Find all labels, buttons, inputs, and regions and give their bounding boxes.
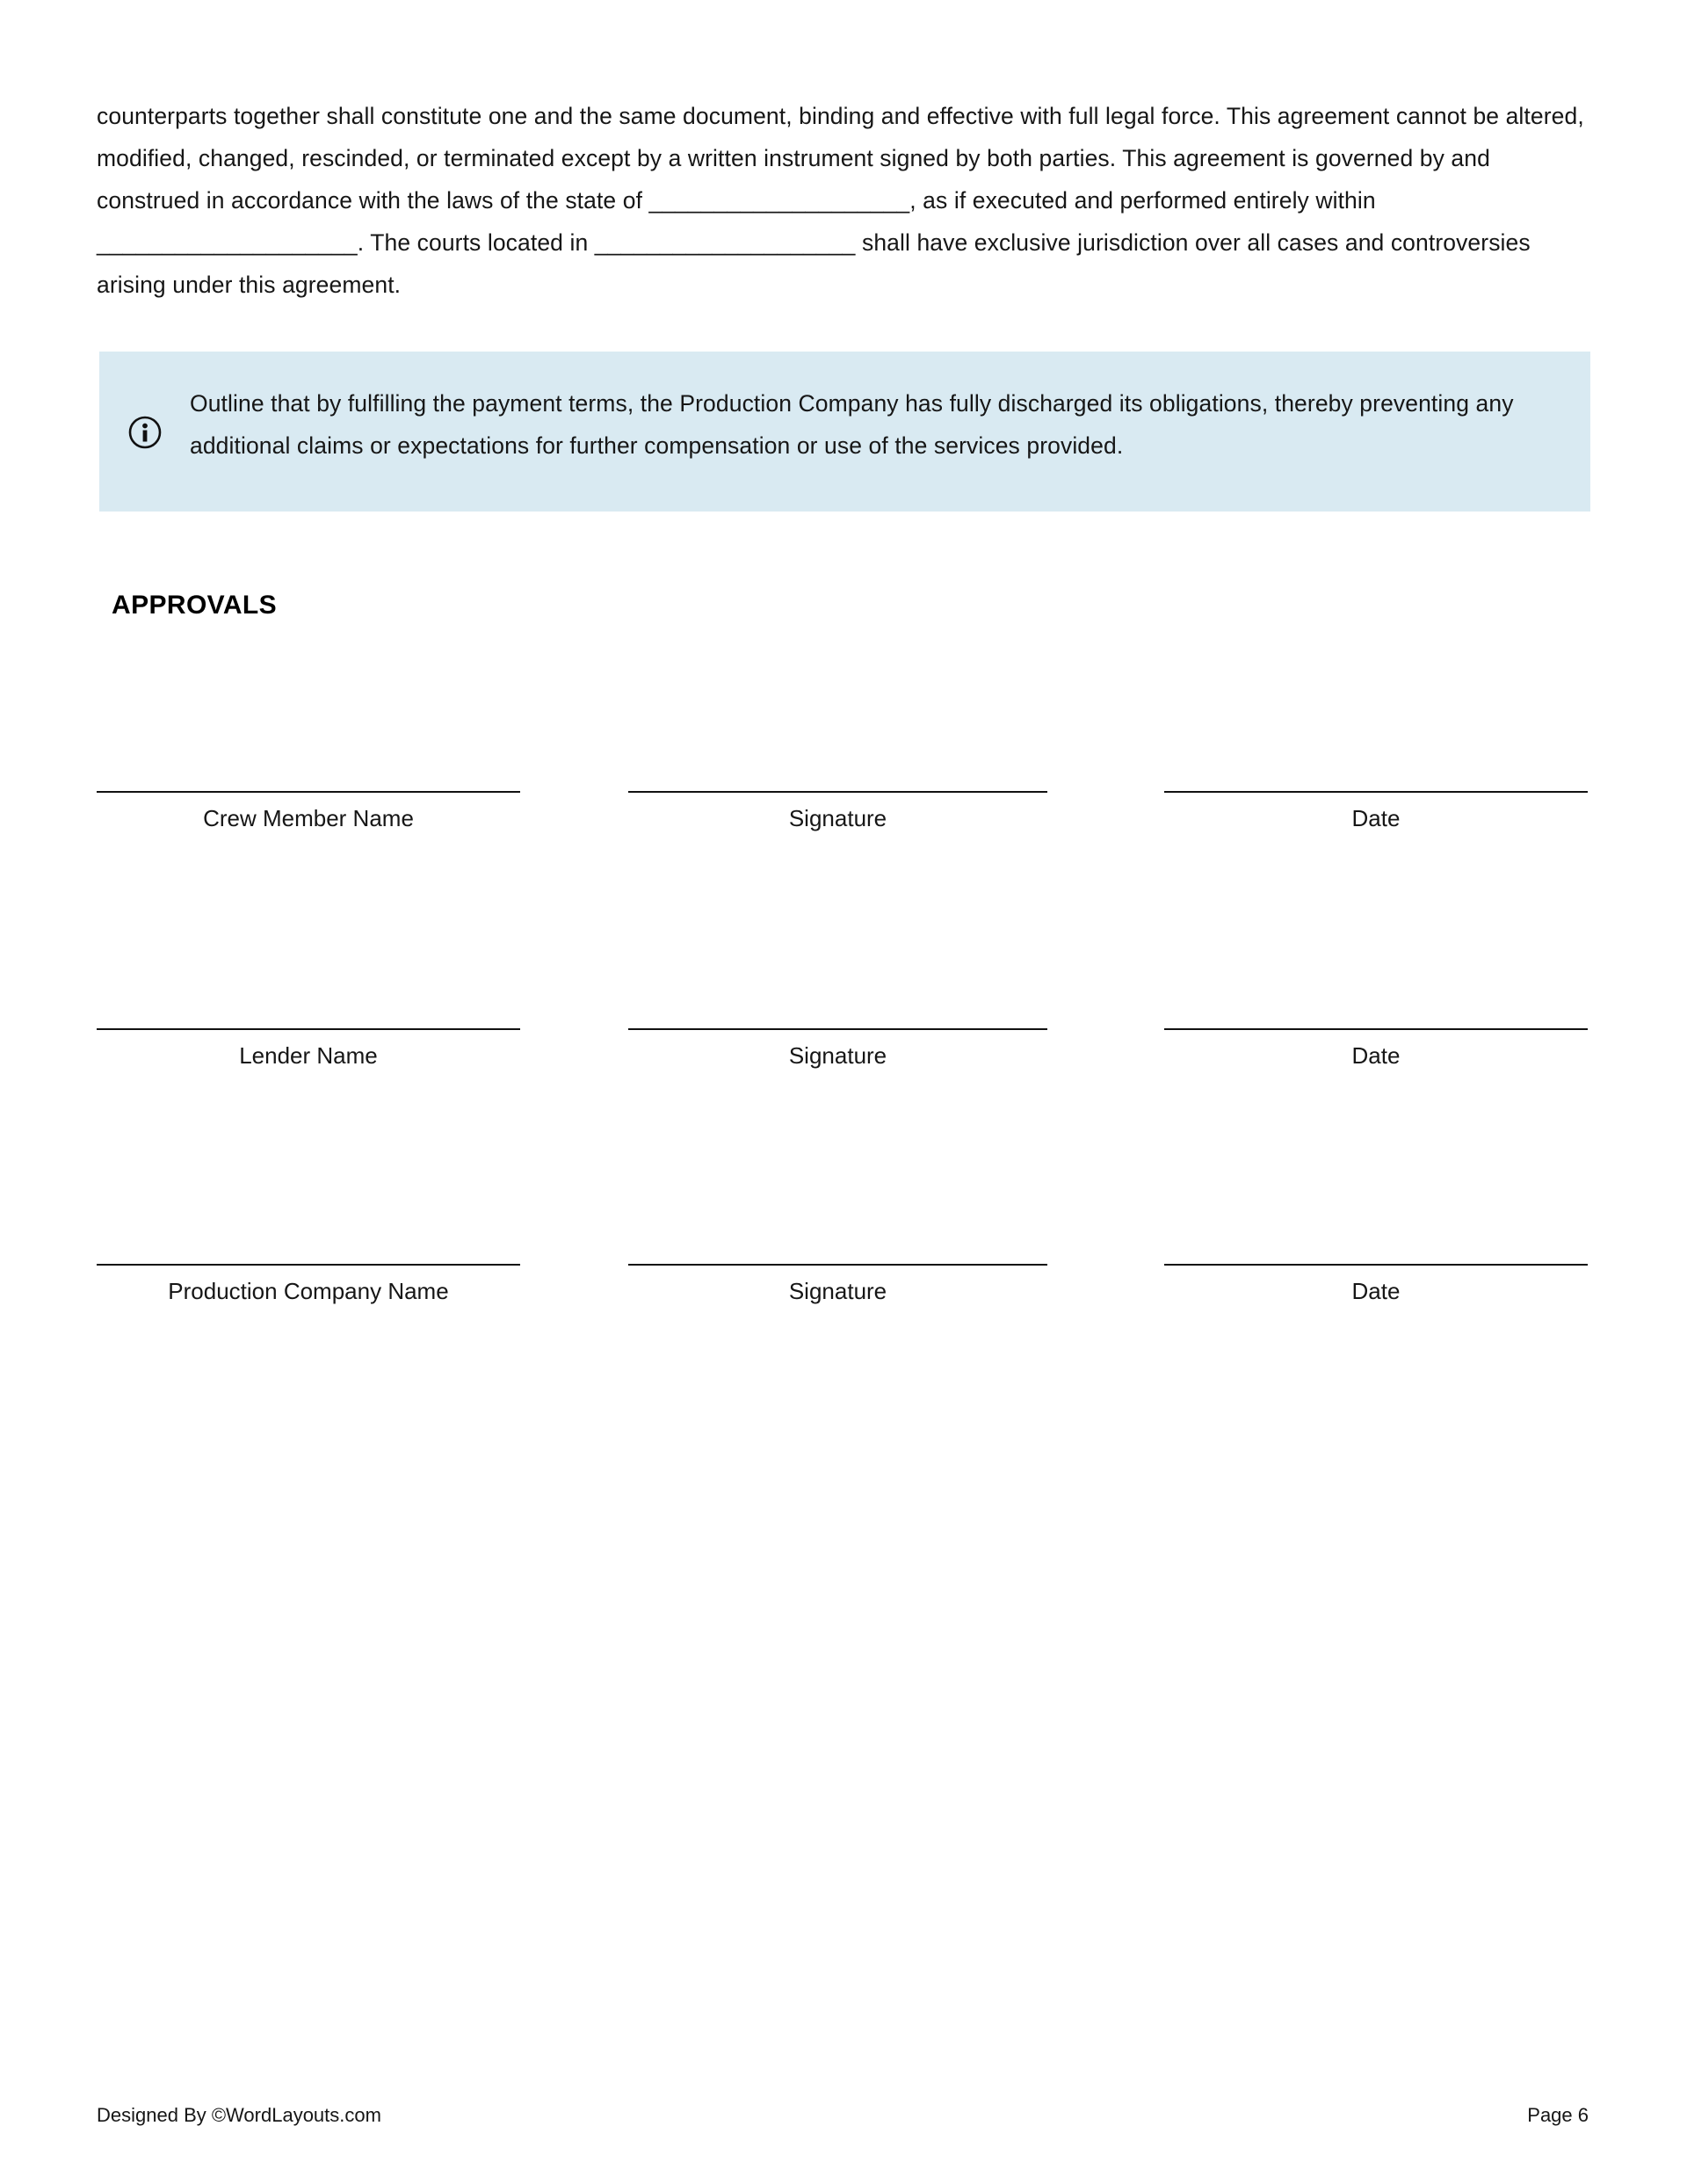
signature-name-field[interactable] (97, 1028, 520, 1107)
info-callout (99, 352, 1590, 512)
signature-date-label: Date (1351, 1042, 1401, 1069)
signature-field[interactable] (628, 791, 1047, 870)
signature-name-field[interactable] (97, 1264, 520, 1343)
signature-line (1164, 1264, 1588, 1266)
signature-field[interactable] (628, 1264, 1047, 1343)
signature-name-field[interactable] (97, 791, 520, 870)
signature-label: Signature (788, 1278, 887, 1304)
signature-name-label: Production Company Name (168, 1278, 449, 1304)
signature-line (97, 1028, 520, 1030)
signature-row (0, 1028, 1687, 1107)
signature-date-label: Date (1351, 1278, 1401, 1304)
info-callout-text: Outline that by fulfilling the payment terms, the Production Company has fully discharged its obligations, thereby preventing any additional claims or expectations for further compensation or use of the services provided. (190, 390, 1514, 459)
signature-date-field[interactable] (1164, 1264, 1588, 1343)
signature-field[interactable] (628, 1028, 1047, 1107)
info-circle-icon (127, 415, 163, 450)
signature-line (628, 1264, 1047, 1266)
signature-line (628, 791, 1047, 793)
signature-line (628, 1028, 1047, 1030)
signature-name-label: Lender Name (239, 1042, 378, 1069)
signature-label: Signature (788, 1042, 887, 1069)
footer-designed-by: Designed By ©WordLayouts.com (97, 2104, 381, 2126)
body-paragraph: counterparts together shall constitute one and the same document, binding and effective with full legal force. This agreement cannot be altered, modified, changed, rescinded, or terminated except by a written instrument signed by both parties. This agreement is governed by and construed in accordance with the laws of the state of ____________________, as if executed and performed entirely within ____________________. The courts located in ____________________ shall have exclusive jurisdiction over all cases and controversies arising under this agreement. (97, 103, 1584, 298)
signature-row (0, 791, 1687, 870)
signature-line (1164, 1028, 1588, 1030)
signature-name-label: Crew Member Name (203, 805, 414, 831)
signature-line (97, 1264, 520, 1266)
signature-row (0, 1264, 1687, 1343)
signature-date-field[interactable] (1164, 1028, 1588, 1107)
signature-date-field[interactable] (1164, 791, 1588, 870)
signature-line (97, 791, 520, 793)
approvals-heading: APPROVALS (112, 591, 278, 620)
signature-date-label: Date (1351, 805, 1401, 831)
footer-page-number: Page 6 (1527, 2104, 1589, 2126)
signature-line (1164, 791, 1588, 793)
signature-label: Signature (788, 805, 887, 831)
